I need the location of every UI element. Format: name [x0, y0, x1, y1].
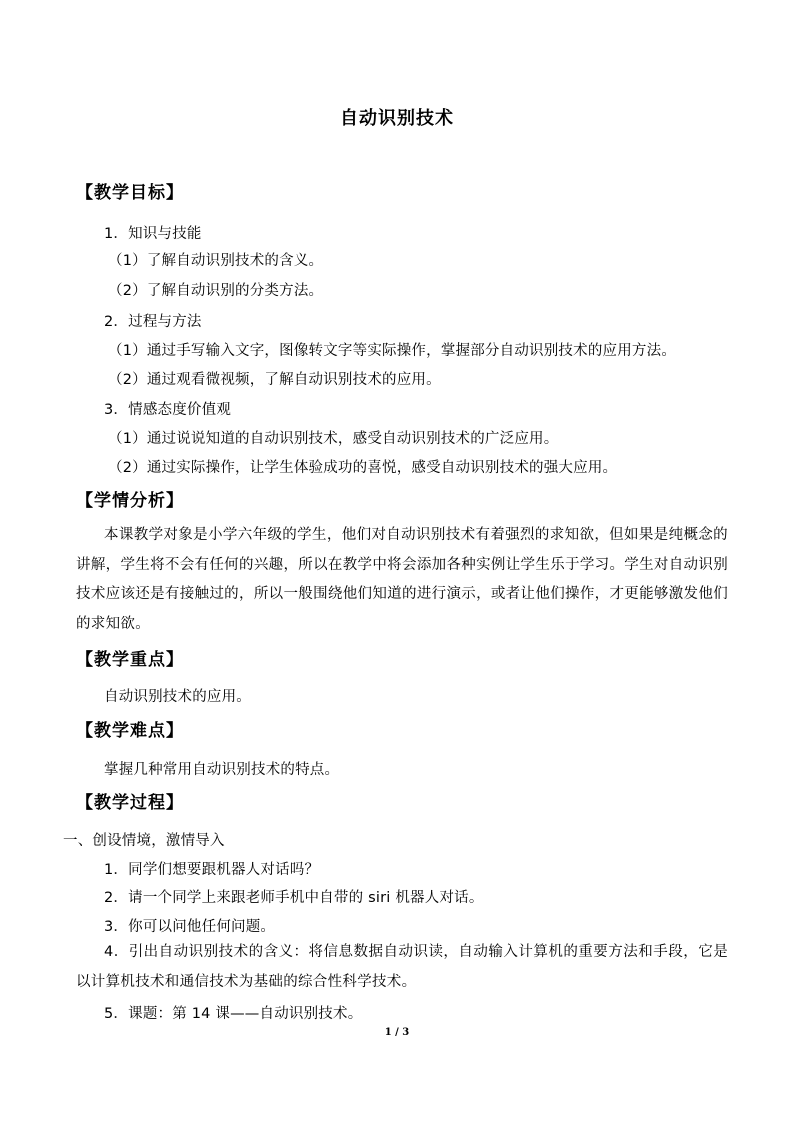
process-step: 5．课题：第 14 课——自动识别技术。 — [104, 1006, 363, 1022]
process-step: 1．同学们想要跟机器人对话吗？ — [104, 862, 320, 878]
process-step: 2．请一个同学上来跟老师手机中自带的 siri 机器人对话。 — [104, 890, 484, 906]
section-heading-process: 【教学过程】 — [76, 793, 184, 813]
section-heading-difficulty: 【教学难点】 — [76, 721, 184, 741]
process-step: 3．你可以问他任何问题。 — [104, 919, 276, 935]
page-indicator: 1 / 3 — [384, 1027, 410, 1038]
process-step: 4．引出自动识别技术的含义：将信息数据自动识读，自动输入计算机的重要方法和手段，它是以计算机技术和通信技术为基础的综合性科学技术。 — [76, 944, 728, 990]
goal-item: （2）了解自动识别的分类方法。 — [108, 283, 324, 299]
difficulty-text: 掌握几种常用自动识别技术的特点。 — [104, 762, 340, 778]
goal-item: （1）了解自动识别技术的含义。 — [108, 253, 324, 269]
process-subheading: 一、创设情境，激情导入 — [63, 833, 225, 849]
goal-item: 1．知识与技能 — [104, 226, 202, 242]
focus-text: 自动识别技术的应用。 — [104, 689, 251, 705]
analysis-paragraph: 本课教学对象是小学六年级的学生，他们对自动识别技术有着强烈的求知欲，但如果是纯概念的讲解，学生将不会有任何的兴趣，所以在教学中将会添加各种实例让学生乐于学习。学生对自动识别技术应该还是有接触过的，所以一般围绕他们知道的进行演示，或者让他们操作，才更能够激发他们的求知欲。 — [76, 527, 728, 632]
section-heading-focus: 【教学重点】 — [76, 650, 184, 670]
goal-item: （1）通过说说知道的自动识别技术，感受自动识别技术的广泛应用。 — [108, 431, 559, 447]
goal-item: （1）通过手写输入文字，图像转文字等实际操作，掌握部分自动识别技术的应用方法。 — [108, 343, 677, 359]
goal-item: （2）通过实际操作，让学生体验成功的喜悦，感受自动识别技术的强大应用。 — [108, 460, 618, 476]
section-heading-goals: 【教学目标】 — [76, 183, 184, 203]
goal-item: （2）通过观看微视频，了解自动识别技术的应用。 — [108, 372, 441, 388]
section-heading-analysis: 【学情分析】 — [76, 491, 184, 511]
document-title: 自动识别技术 — [340, 108, 454, 129]
goal-item: 3．情感态度价值观 — [104, 402, 232, 418]
goal-item: 2．过程与方法 — [104, 314, 202, 330]
